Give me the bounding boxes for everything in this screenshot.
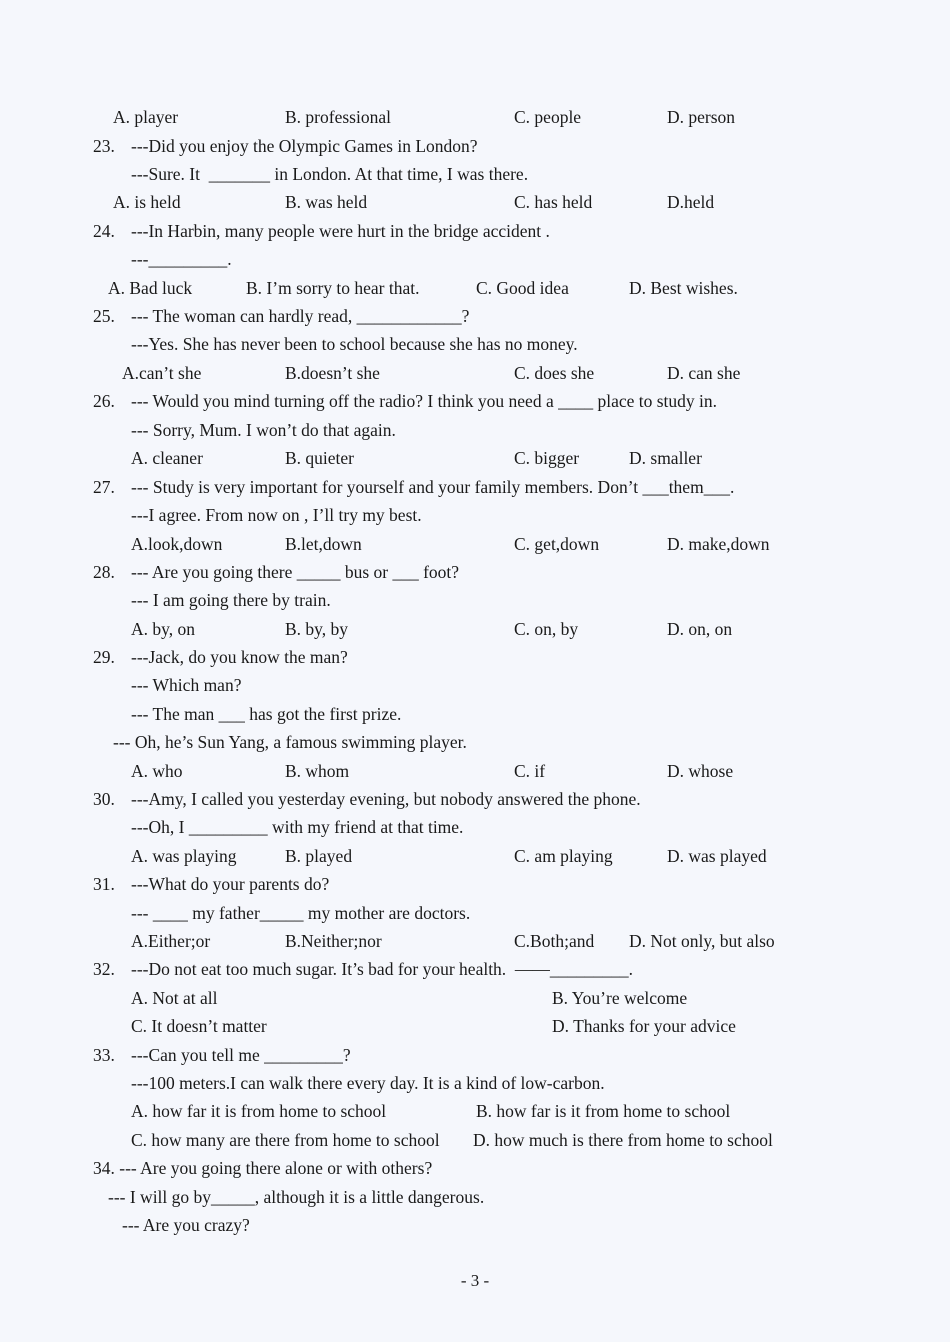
answer-text: ---_________.	[131, 249, 232, 269]
answer-text: --- I am going there by train.	[131, 590, 331, 610]
option-c: C. bigger	[514, 448, 580, 468]
option-c: C. if	[514, 761, 546, 781]
option-b: B.Neither;nor	[285, 931, 382, 951]
option-c: C. people	[514, 107, 582, 127]
option-b: B. You’re welcome	[552, 988, 688, 1008]
question-text: --- Study is very important for yourself and your family members. Don’t ___them___.	[131, 477, 735, 497]
option-d: D. Best wishes.	[629, 278, 738, 298]
question-text: ---Did you enjoy the Olympic Games in London?	[131, 136, 478, 156]
answer-text: --- I will go by_____, although it is a little dangerous.	[108, 1187, 485, 1207]
option-c: C.Both;and	[514, 931, 595, 951]
option-a: A. how far it is from home to school	[131, 1101, 387, 1121]
option-d: D. was played	[667, 846, 767, 866]
option-d: D. on, on	[667, 619, 733, 639]
answer-text: --- The man ___ has got the first prize.	[131, 704, 402, 724]
option-c: C. It doesn’t matter	[131, 1016, 267, 1036]
question-text: --- Would you mind turning off the radio? I think you need a ____ place to study in.	[131, 391, 718, 411]
question-text: ---Jack, do you know the man?	[131, 647, 348, 667]
option-b: B. by, by	[285, 619, 349, 639]
answer-text: ---100 meters.I can walk there every day. It is a kind of low-carbon.	[131, 1073, 605, 1093]
option-d: D. make,down	[667, 534, 770, 554]
answer-text: --- Sorry, Mum. I won’t do that again.	[131, 420, 396, 440]
question-number: 33.	[93, 1045, 115, 1065]
option-a: A.look,down	[131, 534, 223, 554]
answer-text: --- ____ my father_____ my mother are doctors.	[131, 903, 471, 923]
answer-text: ---Yes. She has never been to school because she has no money.	[131, 334, 578, 354]
option-c: C. on, by	[514, 619, 579, 639]
option-a: A. Not at all	[131, 988, 218, 1008]
answer-text: --- Oh, he’s Sun Yang, a famous swimming player.	[113, 732, 467, 752]
question-number: 30.	[93, 789, 115, 809]
option-a: A. player	[113, 107, 179, 127]
option-b: B. played	[285, 846, 353, 866]
option-c: C. how many are there from home to school	[131, 1130, 440, 1150]
answer-text: ---Oh, I _________ with my friend at that time.	[131, 817, 464, 837]
option-d: D.held	[667, 192, 715, 212]
question-number: 24.	[93, 221, 115, 241]
option-b: B. how far is it from home to school	[476, 1101, 731, 1121]
question-number: 26.	[93, 391, 115, 411]
question-number: 23.	[93, 136, 115, 156]
question-number: 27.	[93, 477, 115, 497]
option-d: D. can she	[667, 363, 741, 383]
option-c: C. am playing	[514, 846, 613, 866]
option-a: A.Either;or	[131, 931, 211, 951]
answer-text: ---I agree. From now on , I’ll try my best.	[131, 505, 422, 525]
option-a: A. is held	[113, 192, 181, 212]
question-text: 34. --- Are you going there alone or with others?	[93, 1158, 433, 1178]
answer-text: --- Which man?	[131, 675, 242, 695]
answer-text: --- Are you crazy?	[122, 1215, 250, 1235]
question-text: --- The woman can hardly read, ____________?	[131, 306, 470, 326]
option-b: B. was held	[285, 192, 368, 212]
question-text: ---Can you tell me _________?	[131, 1045, 351, 1065]
option-c: C. Good idea	[476, 278, 569, 298]
question-text: ---In Harbin, many people were hurt in the bridge accident .	[131, 221, 550, 241]
option-c: C. does she	[514, 363, 595, 383]
option-b: B. whom	[285, 761, 350, 781]
option-d: D. smaller	[629, 448, 702, 468]
option-b: B.let,down	[285, 534, 362, 554]
option-a: A. Bad luck	[108, 278, 193, 298]
option-b: B.doesn’t she	[285, 363, 380, 383]
answer-text: ---Sure. It _______ in London. At that time, I was there.	[131, 164, 529, 184]
question-text: ---Amy, I called you yesterday evening, but nobody answered the phone.	[131, 789, 641, 809]
option-a: A. was playing	[131, 846, 237, 866]
option-d: D. Not only, but also	[629, 931, 775, 951]
option-d: D. how much is there from home to school	[473, 1130, 773, 1150]
option-b: B. professional	[285, 107, 391, 127]
question-number: 25.	[93, 306, 115, 326]
question-number: 29.	[93, 647, 115, 667]
question-text: ---Do not eat too much sugar. It’s bad for your health. ——_________.	[131, 959, 634, 979]
option-b: B. quieter	[285, 448, 355, 468]
question-number: 31.	[93, 874, 115, 894]
question-text: --- Are you going there _____ bus or ___ foot?	[131, 562, 460, 582]
question-number: 32.	[93, 959, 115, 979]
option-a: A. cleaner	[131, 448, 203, 468]
option-a: A. who	[131, 761, 183, 781]
option-c: C. get,down	[514, 534, 600, 554]
option-b: B. I’m sorry to hear that.	[246, 278, 420, 298]
question-text: ---What do your parents do?	[131, 874, 330, 894]
option-d: D. person	[667, 107, 736, 127]
option-a: A. by, on	[131, 619, 196, 639]
question-number: 28.	[93, 562, 115, 582]
option-a: A.can’t she	[122, 363, 202, 383]
option-d: D. whose	[667, 761, 734, 781]
page-number: - 3 -	[460, 1271, 490, 1290]
option-d: D. Thanks for your advice	[552, 1016, 736, 1036]
option-c: C. has held	[514, 192, 593, 212]
